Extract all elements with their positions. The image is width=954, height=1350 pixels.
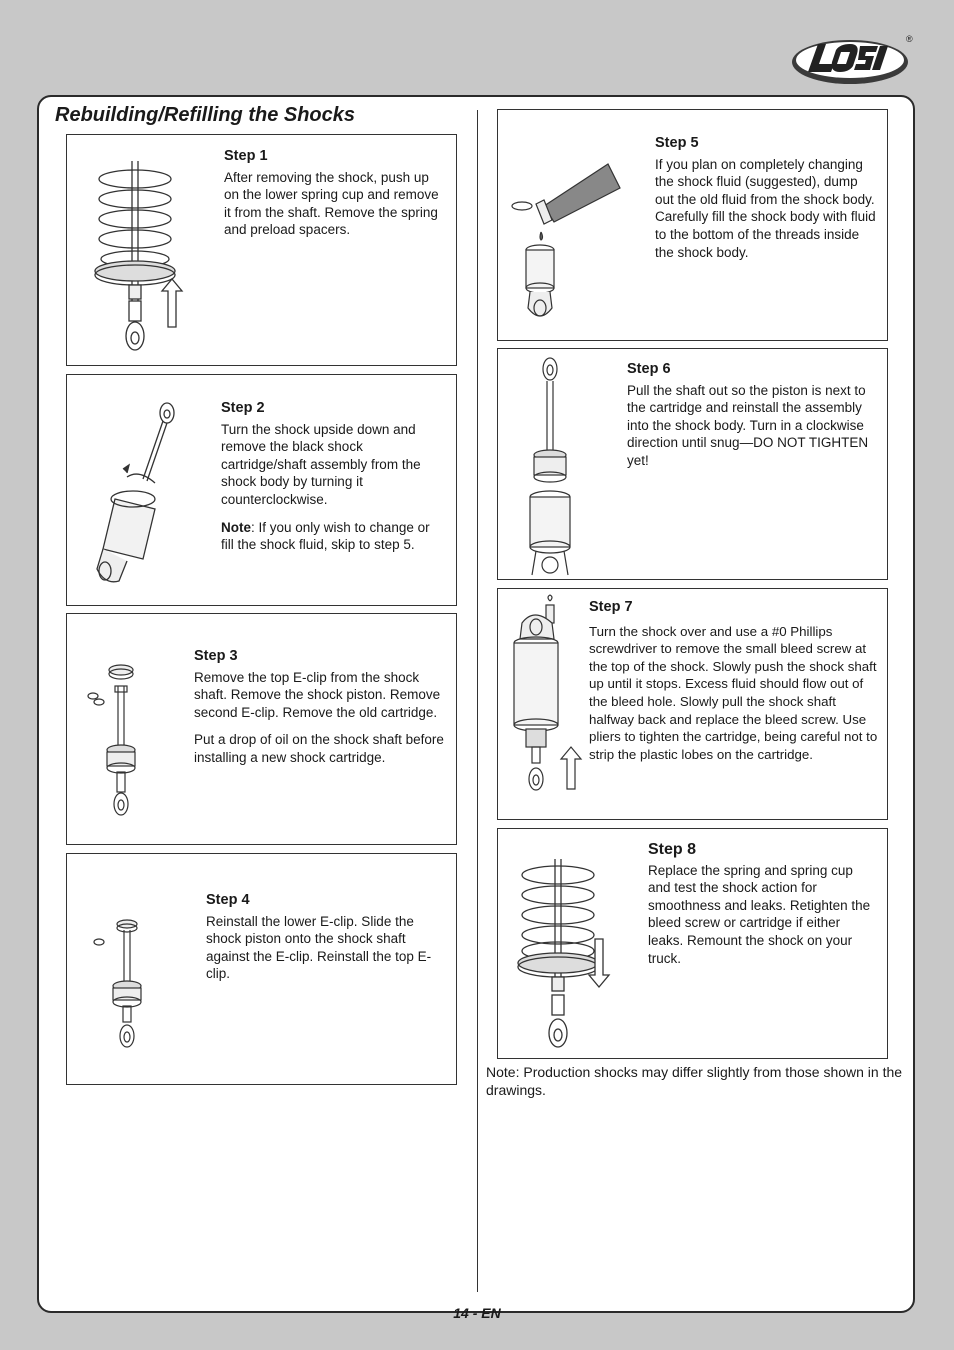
page-title: Rebuilding/Refilling the Shocks [55,104,356,126]
step-6-box [497,348,888,580]
losi-logo [790,30,920,90]
spring-reinstall-illustration [514,859,624,1055]
step-5-title: Step 5 [655,135,699,151]
step-7-text: Turn the shock over and use a #0 Phillips screwdriver to remove the small bleed screw at the top of the shock. Slowly push the shock shaft up until it stops. Excess fluid should flow out of the bleed hole. Slowly pull the shock shaft halfway back and replace the bleed screw. Use pliers to tighten the cartridge, being careful not to strip the plastic lobes on the cartridge. [589,623,878,762]
fluid-bottle-fill-illustration [508,158,628,328]
step-7-title: Step 7 [589,599,633,615]
shock-reassembly-illustration [87,916,167,1056]
step-4-box [66,853,457,1085]
step-3-text-2: Put a drop of oil on the shock shaft before installing a new shock cartridge. [194,732,444,765]
step-2-note-label: Note [221,519,251,535]
step-2-note [221,519,445,554]
step-6-text: Pull the shaft out so the piston is next to the cartridge and reinstall the assembly into the shock body. Turn in a clockwise direction until snug—DO NOT TIGHTEN yet! [627,382,869,468]
step-5-box [497,109,888,341]
bleed-screw-illustration [506,593,586,797]
step-8-text: Replace the spring and spring cup and test the shock action for smoothness and leaks. Retighten the bleed screw or cartridge if either leaks. Remount the shock on your truck. [648,862,871,966]
step-2-note-text: : If you only wish to change or fill the shock fluid, skip to step 5. [221,519,430,553]
step-1-title: Step 1 [224,148,268,164]
production-note: Note: Production shocks may differ slightly from those shown in the drawings. [486,1064,903,1098]
step-3-text: Remove the top E-clip from the shock shaft. Remove the shock piston. Remove second E-clip. Remove the old cartridge. [194,669,441,720]
column-divider [477,110,478,1292]
step-8-box [497,828,888,1059]
shock-cartridge-removal-illustration [83,399,183,589]
step-2-box [66,374,457,606]
step-5-text: If you plan on completely changing the shock fluid (suggested), dump out the old fluid from the shock body. Carefully fill the shock body with fluid to the bottom of the threads inside the shock body. [655,156,876,260]
page-number: 14 - EN [453,1305,501,1321]
step-2-title: Step 2 [221,400,265,416]
step-7-box [497,588,888,820]
step-8-title: Step 8 [648,841,697,858]
step-4-text: Reinstall the lower E-clip. Slide the shock piston onto the shock shaft against the E-clip. Reinstall the top E-clip. [206,913,432,982]
step-1-box [66,134,457,366]
step-3-box [66,613,457,845]
shock-spring-illustration [91,161,191,361]
step-4-title: Step 4 [206,892,250,908]
step-6-title: Step 6 [627,361,671,377]
shock-piston-eclip-illustration [85,660,165,820]
registered-mark: ® [906,34,913,44]
step-1-text: After removing the shock, push up on the lower spring cup and remove it from the shaft. Remove the spring and preload spacers. [224,169,439,238]
cartridge-reinstall-illustration [518,355,588,577]
step-3-title: Step 3 [194,648,238,664]
step-2-text: Turn the shock upside down and remove the black shock cartridge/shaft assembly from the shock body by turning it counterclockwise. [221,421,421,507]
